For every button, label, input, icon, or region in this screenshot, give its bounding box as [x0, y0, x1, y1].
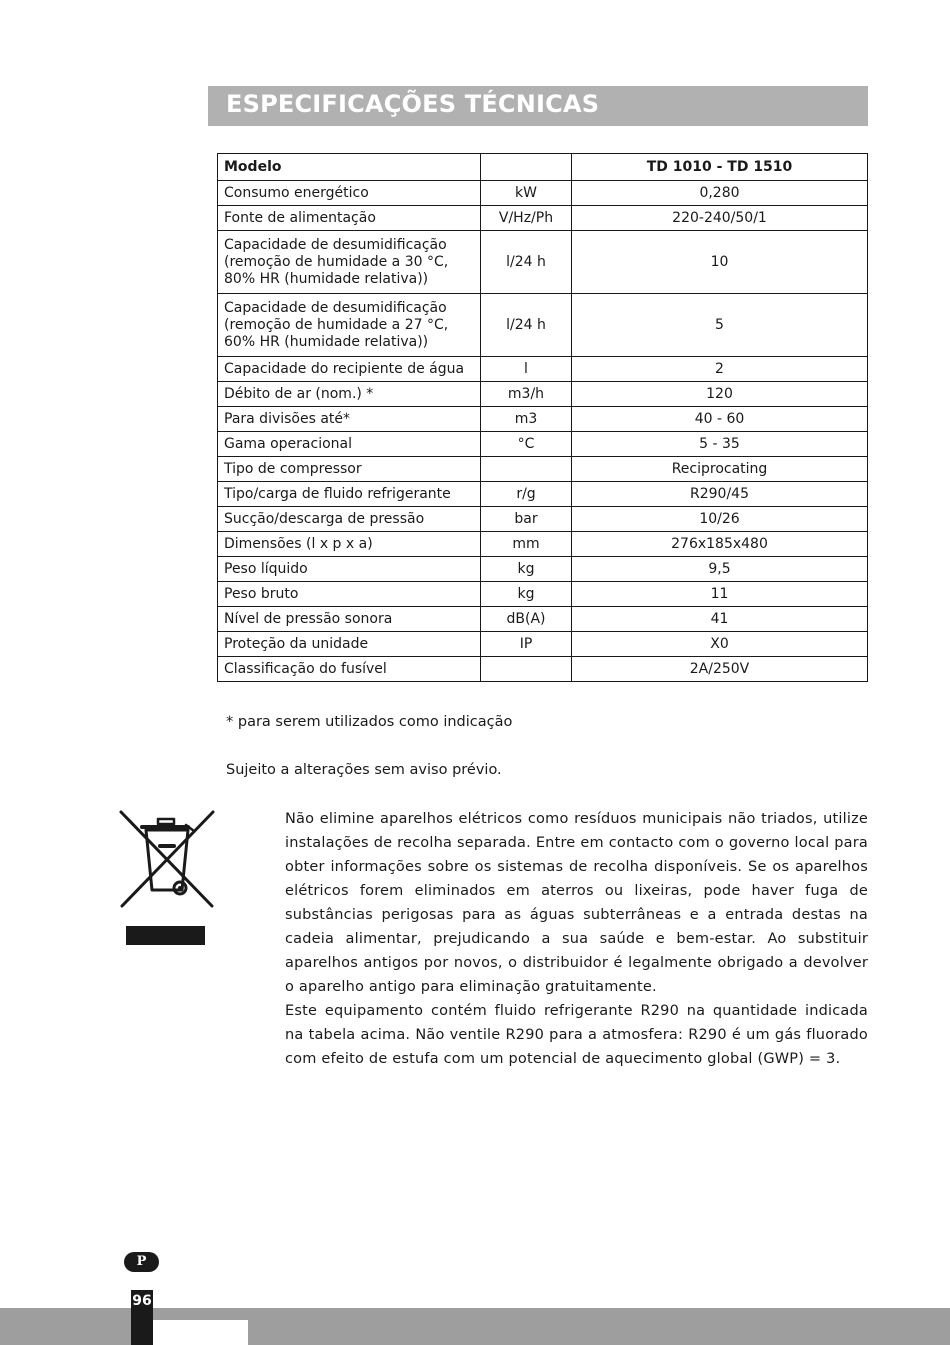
row-unit: kg [481, 582, 572, 607]
row-value: Reciprocating [572, 457, 868, 482]
row-value: 40 - 60 [572, 407, 868, 432]
footer-white-block [153, 1320, 248, 1345]
row-label: Tipo/carga de fluido refrigerante [218, 482, 481, 507]
row-value: 2 [572, 357, 868, 382]
row-label: Sucção/descarga de pressão [218, 507, 481, 532]
row-label: Gama operacional [218, 432, 481, 457]
crossed-out-wheelie-bin-icon [118, 808, 216, 946]
row-value: 9,5 [572, 557, 868, 582]
row-value: 10 [572, 231, 868, 294]
indication-note: * para serem utilizados como indicação [226, 714, 513, 730]
row-label: Peso bruto [218, 582, 481, 607]
header-label-cell: Modelo [218, 154, 481, 181]
row-label: Tipo de compressor [218, 457, 481, 482]
row-value: 120 [572, 382, 868, 407]
row-label: Fonte de alimentação [218, 206, 481, 231]
row-unit: mm [481, 532, 572, 557]
table-row [218, 632, 868, 657]
table-row [218, 407, 868, 432]
table-row [218, 432, 868, 457]
row-unit: l/24 h [481, 294, 572, 357]
row-label: Capacidade de desumidificação (remoção de humidade a 27 °C, 60% HR (humidade relativa)) [218, 294, 481, 357]
row-unit: kg [481, 557, 572, 582]
table-row [218, 357, 868, 382]
subject-to-change-note: Sujeito a alterações sem aviso prévio. [226, 762, 502, 778]
row-value: R290/45 [572, 482, 868, 507]
row-label: Consumo energético [218, 181, 481, 206]
row-unit: l [481, 357, 572, 382]
row-value: 276x185x480 [572, 532, 868, 557]
row-label: Proteção da unidade [218, 632, 481, 657]
row-unit: dB(A) [481, 607, 572, 632]
table-row [218, 507, 868, 532]
page-title: ESPECIFICAÇÕES TÉCNICAS [226, 90, 600, 118]
table-header-row [218, 154, 868, 181]
row-value: 41 [572, 607, 868, 632]
language-badge: P [124, 1252, 159, 1272]
row-label: Nível de pressão sonora [218, 607, 481, 632]
table-row [218, 582, 868, 607]
table-row [218, 206, 868, 231]
row-label: Para divisões até* [218, 407, 481, 432]
header-unit-cell [481, 154, 572, 181]
table-row [218, 482, 868, 507]
table-row [218, 294, 868, 357]
table-row [218, 231, 868, 294]
row-label: Peso líquido [218, 557, 481, 582]
table-row [218, 457, 868, 482]
row-value: 5 [572, 294, 868, 357]
row-label: Capacidade de desumidificação (remoção de humidade a 30 °C, 80% HR (humidade relativa)) [218, 231, 481, 294]
row-unit: bar [481, 507, 572, 532]
table-row [218, 607, 868, 632]
table-row [218, 382, 868, 407]
disposal-paragraph: Não elimine aparelhos elétricos como resíduos municipais não triados, utilize instalações de recolha separada. Entre em contacto com o governo local para obter informações sobre os sistemas de recolha disponíveis. Se os aparelhos elétricos forem eliminados em aterros ou lixeiras, pode haver fuga de substâncias perigosas para as águas subterrâneas e a entrada destas na cadeia alimentar, prejudicando a sua saúde e bem-estar. Ao substituir aparelhos antigos por novos, o distribuidor é legalmente obrigado a devolver o aparelho antigo para eliminação gratuitamente. [285, 811, 868, 995]
row-unit [481, 457, 572, 482]
row-label: Capacidade do recipiente de água [218, 357, 481, 382]
row-value: 0,280 [572, 181, 868, 206]
row-value: 5 - 35 [572, 432, 868, 457]
row-value: X0 [572, 632, 868, 657]
row-unit: V/Hz/Ph [481, 206, 572, 231]
row-unit: l/24 h [481, 231, 572, 294]
row-value: 11 [572, 582, 868, 607]
row-unit: °C [481, 432, 572, 457]
table-row [218, 557, 868, 582]
row-unit [481, 657, 572, 682]
row-value: 2A/250V [572, 657, 868, 682]
section-title-bar [208, 86, 868, 126]
row-value: 10/26 [572, 507, 868, 532]
specifications-table [217, 153, 868, 682]
table-row [218, 532, 868, 557]
row-value: 220-240/50/1 [572, 206, 868, 231]
row-label: Débito de ar (nom.) * [218, 382, 481, 407]
row-unit: r/g [481, 482, 572, 507]
row-unit: m3/h [481, 382, 572, 407]
refrigerant-paragraph: Este equipamento contém fluido refrigerante R290 na quantidade indicada na tabela acima. Não ventile R290 para a atmosfera: R290 é um gás fluorado com efeito de estufa com um potencial de aquecimento global (GWP) = 3. [285, 1003, 868, 1067]
table-row [218, 181, 868, 206]
page-number: 96 [131, 1290, 153, 1345]
row-label: Classificação do fusível [218, 657, 481, 682]
row-unit: m3 [481, 407, 572, 432]
row-label: Dimensões (l x p x a) [218, 532, 481, 557]
table-row [218, 657, 868, 682]
header-model-cell: TD 1010 - TD 1510 [572, 154, 868, 181]
row-unit: kW [481, 181, 572, 206]
row-unit: IP [481, 632, 572, 657]
